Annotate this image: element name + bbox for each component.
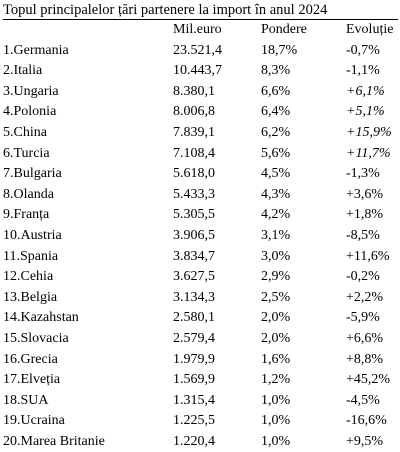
value-cell: 10.443,7: [173, 63, 222, 79]
header-value: Mil.euro: [173, 20, 261, 41]
share-cell: 18,7%: [261, 42, 298, 58]
evolution-cell: +3,6%: [346, 186, 384, 202]
table-title: Topul principalelor țări partenere la import în anul 2024: [3, 2, 328, 18]
header-share: Pondere: [261, 20, 346, 41]
share-cell: 3,0%: [261, 248, 291, 264]
country-cell: 16.Grecia: [3, 351, 58, 367]
value-cell: 5.618,0: [173, 166, 215, 182]
value-cell: 8.006,8: [173, 104, 215, 120]
share-cell: 1,6%: [261, 351, 291, 367]
value-cell: 3.134,3: [173, 289, 215, 305]
evolution-cell: +6,1%: [346, 83, 385, 99]
share-cell: 6,2%: [261, 124, 291, 140]
evolution-cell: +45,2%: [346, 372, 391, 388]
value-cell: 3.834,7: [173, 248, 215, 264]
table-row: [3, 185, 398, 206]
evolution-cell: +1,8%: [346, 207, 384, 223]
evolution-cell: +2,2%: [346, 289, 384, 305]
country-cell: 14.Kazahstan: [3, 310, 79, 326]
header-row: [3, 20, 398, 41]
country-cell: 4.Polonia: [3, 104, 57, 120]
header-evolution: Evoluție: [346, 20, 398, 41]
value-cell: 7.839,1: [173, 124, 215, 140]
share-cell: 6,6%: [261, 83, 291, 99]
table-row: [3, 144, 398, 165]
evolution-cell: +11,7%: [346, 145, 391, 161]
table-body: [3, 41, 398, 452]
value-cell: 23.521,4: [173, 42, 222, 58]
table-row: [3, 370, 398, 391]
evolution-cell: -0,2%: [346, 269, 380, 285]
country-cell: 15.Slovacia: [3, 330, 69, 346]
evolution-cell: -1,3%: [346, 166, 380, 182]
evolution-cell: -4,5%: [346, 392, 380, 408]
evolution-cell: +6,6%: [346, 330, 384, 346]
header-country: [3, 20, 173, 41]
share-cell: 2,9%: [261, 269, 291, 285]
evolution-cell: -16,6%: [346, 413, 387, 429]
table-row: [3, 288, 398, 309]
value-cell: 8.380,1: [173, 83, 215, 99]
share-cell: 6,4%: [261, 104, 291, 120]
value-cell: 2.580,1: [173, 310, 215, 326]
share-cell: 1,0%: [261, 413, 291, 429]
value-cell: 7.108,4: [173, 145, 215, 161]
share-cell: 4,5%: [261, 166, 291, 182]
country-cell: 12.Cehia: [3, 269, 54, 285]
table-row: [3, 350, 398, 371]
table-row: [3, 411, 398, 432]
share-cell: 4,2%: [261, 207, 291, 223]
evolution-cell: +9,5%: [346, 433, 384, 449]
share-cell: 2,5%: [261, 289, 291, 305]
country-cell: 11.Spania: [3, 248, 59, 264]
country-cell: 1.Germania: [3, 42, 69, 58]
evolution-cell: -5,9%: [346, 310, 380, 326]
table-row: [3, 226, 398, 247]
evolution-cell: -1,1%: [346, 63, 380, 79]
table-row: [3, 164, 398, 185]
value-cell: 1.315,4: [173, 392, 215, 408]
country-cell: 2.Italia: [3, 63, 43, 79]
value-cell: 1.569,9: [173, 372, 215, 388]
value-cell: 5.305,5: [173, 207, 215, 223]
share-cell: 1,0%: [261, 433, 291, 449]
country-cell: 8.Olanda: [3, 186, 54, 202]
value-cell: 1.225,5: [173, 413, 215, 429]
country-cell: 18.SUA: [3, 392, 49, 408]
value-cell: 1.220,4: [173, 433, 215, 449]
table-row: [3, 267, 398, 288]
country-cell: 20.Marea Britanie: [3, 433, 105, 449]
evolution-cell: +11,6%: [346, 248, 390, 264]
share-cell: 1,2%: [261, 372, 291, 388]
table-row: [3, 41, 398, 62]
share-cell: 2,0%: [261, 330, 291, 346]
country-cell: 10.Austria: [3, 227, 62, 243]
country-cell: 6.Turcia: [3, 145, 50, 161]
country-cell: 17.Elveția: [3, 372, 61, 388]
country-cell: 3.Ungaria: [3, 83, 59, 99]
table-row: [3, 432, 398, 452]
country-cell: 13.Belgia: [3, 289, 58, 305]
country-cell: 5.China: [3, 124, 47, 140]
value-cell: 3.906,5: [173, 227, 215, 243]
country-cell: 7.Bulgaria: [3, 166, 62, 182]
value-cell: 1.979,9: [173, 351, 215, 367]
table-row: [3, 329, 398, 350]
share-cell: 3,1%: [261, 227, 291, 243]
share-cell: 4,3%: [261, 186, 291, 202]
table-row: [3, 308, 398, 329]
evolution-cell: -8,5%: [346, 227, 380, 243]
table-row: [3, 82, 398, 103]
share-cell: 5,6%: [261, 145, 291, 161]
share-cell: 8,3%: [261, 63, 291, 79]
table-row: [3, 61, 398, 82]
value-cell: 3.627,5: [173, 269, 215, 285]
import-partners-table: [3, 19, 398, 452]
table-row: [3, 205, 398, 226]
table-row: [3, 247, 398, 268]
country-cell: 19.Ucraina: [3, 413, 65, 429]
evolution-cell: +15,9%: [346, 124, 392, 140]
country-cell: 9.Franța: [3, 207, 50, 223]
table-row: [3, 391, 398, 412]
evolution-cell: +8,8%: [346, 351, 384, 367]
evolution-cell: -0,7%: [346, 42, 380, 58]
value-cell: 2.579,4: [173, 330, 215, 346]
table-row: [3, 123, 398, 144]
share-cell: 2,0%: [261, 310, 291, 326]
table-row: [3, 102, 398, 123]
evolution-cell: +5,1%: [346, 104, 385, 120]
share-cell: 1,0%: [261, 392, 291, 408]
value-cell: 5.433,3: [173, 186, 215, 202]
